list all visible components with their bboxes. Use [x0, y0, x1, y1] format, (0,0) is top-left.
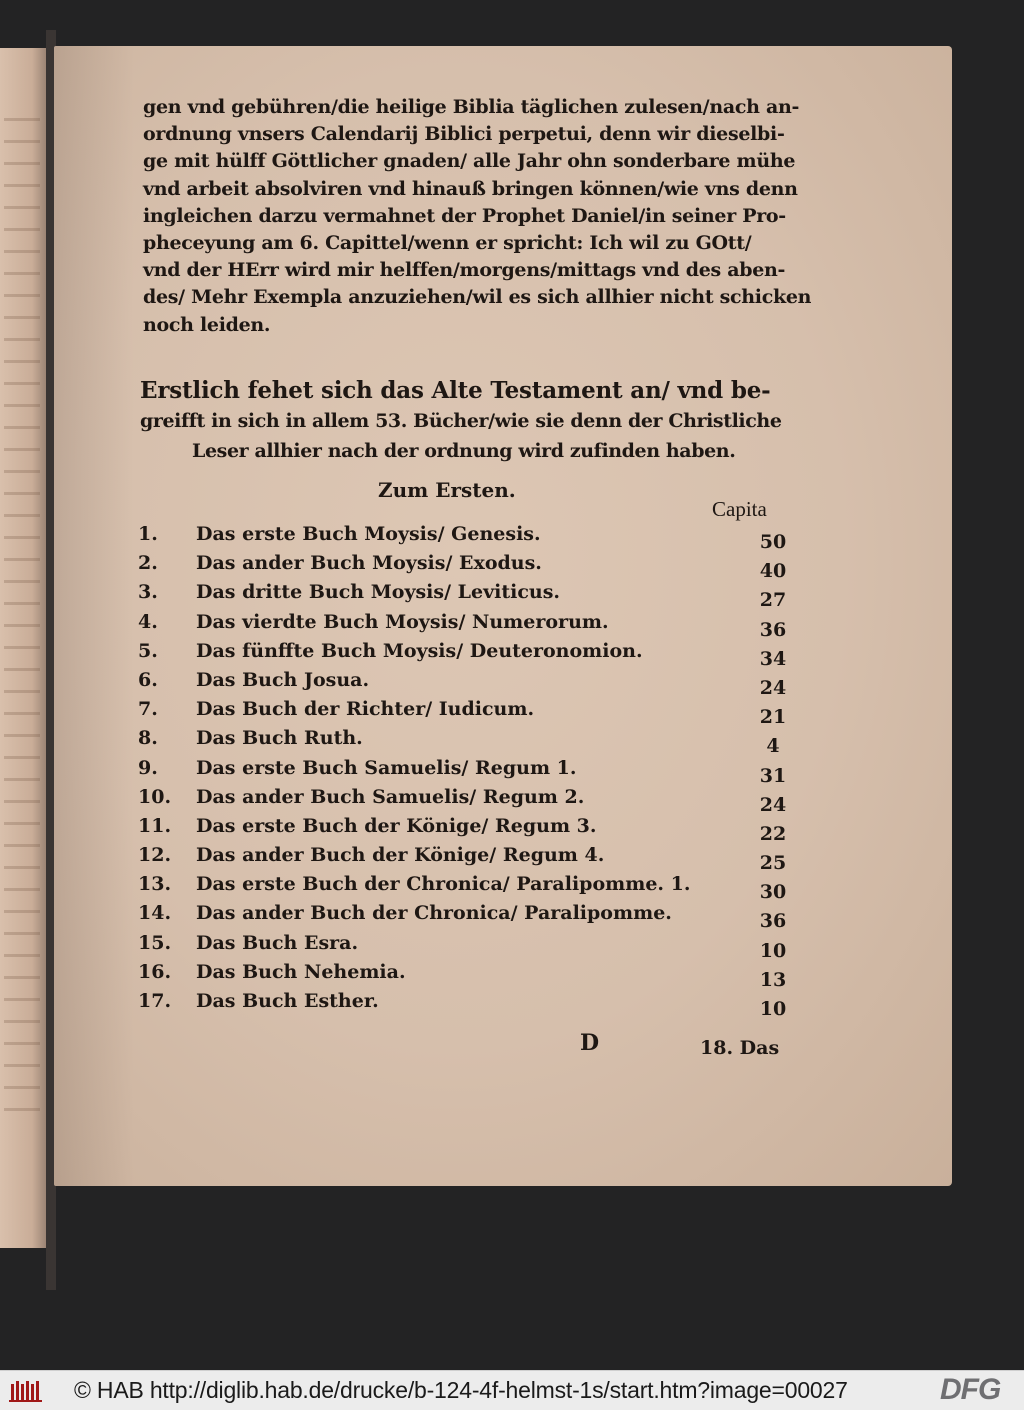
heading-line-3: Leser allhier nach der ordnung wird zufinden haben.	[192, 440, 736, 462]
chapter-count: 31	[759, 764, 787, 787]
book-entry	[138, 988, 798, 1020]
book-entry	[138, 930, 798, 962]
book-entry	[138, 667, 798, 699]
book-number: 13.	[138, 873, 172, 896]
book-title: Das Buch Ruth.	[196, 727, 363, 750]
book-title: Das vierdte Buch Moysis/ Numerorum.	[196, 610, 609, 633]
chapter-count: 30	[759, 881, 787, 904]
book-entry	[138, 900, 798, 933]
chapter-count: 13	[759, 968, 787, 991]
section-heading	[140, 376, 790, 466]
book-number: 1.	[138, 523, 158, 545]
book-number: 7.	[138, 698, 158, 721]
book-number: 11.	[138, 814, 172, 837]
book-number: 6.	[138, 668, 158, 691]
book-number: 5.	[138, 639, 158, 662]
footer-bar	[0, 1370, 1024, 1410]
copyright-url: © HAB http://diglib.hab.de/drucke/b-124-4f-helmst-1s/start.htm?image=00027	[74, 1377, 848, 1403]
catchword: 18. Das	[700, 1037, 780, 1059]
book-title: Das ander Buch Moysis/ Exodus.	[196, 552, 542, 575]
heading-line-2: greifft in sich in allem 53. Bücher/wie sie denn der Christliche	[140, 410, 782, 432]
chapter-count: 24	[759, 793, 787, 816]
book-entry	[138, 842, 798, 875]
paragraph-line: des/ Mehr Exempla anzuziehen/wil es sich allhier nicht schicken	[143, 286, 812, 309]
paragraph-line: ingleichen darzu vermahnet der Prophet Daniel/in seiner Pro-	[143, 204, 786, 227]
chapter-count: 36	[759, 910, 787, 933]
book-number: 2.	[138, 552, 158, 575]
chapter-count: 24	[759, 676, 787, 699]
hab-logo-icon	[8, 1379, 46, 1403]
chapter-count: 4	[766, 735, 780, 758]
book-entry	[138, 871, 798, 904]
paragraph-line: ge mit hülff Göttlicher gnaden/ alle Jahr ohn sonderbare mühe	[143, 150, 796, 173]
book-number: 9.	[138, 756, 158, 779]
paragraph-line: pheceyung am 6. Capittel/wenn er spricht: Ich wil zu GOtt/	[143, 232, 752, 255]
body-paragraph	[143, 94, 812, 339]
capita-column-header: Capita	[712, 497, 767, 521]
book-title: Das Buch der Richter/ Iudicum.	[196, 698, 535, 721]
book-entry	[138, 813, 798, 845]
book-number: 12.	[138, 844, 172, 867]
book-entry	[138, 550, 798, 583]
chapter-count: 40	[759, 560, 787, 583]
book-title: Das fünffte Buch Moysis/ Deuteronomion.	[196, 639, 643, 662]
book-entry	[138, 579, 798, 612]
book-title: Das dritte Buch Moysis/ Leviticus.	[196, 581, 561, 604]
chapter-count: 27	[759, 589, 787, 612]
chapter-count: 22	[759, 822, 787, 845]
book-entry	[138, 696, 798, 729]
book-number: 8.	[138, 727, 158, 750]
book-number: 3.	[138, 581, 158, 604]
chapter-count: 10	[759, 939, 787, 962]
book-title: Das Buch Josua.	[196, 668, 370, 691]
heading-line-1: Erstlich fehet sich das Alte Testament an/ vnd be-	[140, 377, 771, 404]
book-entry	[138, 959, 798, 991]
chapter-count: 50	[759, 531, 787, 553]
book-number: 17.	[138, 990, 172, 1012]
book-entry	[138, 784, 798, 816]
book-number: 15.	[138, 931, 172, 954]
book-number: 16.	[138, 960, 172, 983]
book-title: Das erste Buch Samuelis/ Regum 1.	[196, 756, 577, 779]
book-number: 10.	[138, 785, 172, 808]
book-title: Das erste Buch der Könige/ Regum 3.	[196, 814, 597, 837]
paragraph-line: noch leiden.	[143, 313, 271, 336]
book-number: 4.	[138, 610, 158, 633]
book-list	[138, 521, 798, 1020]
book-title: Das Buch Esther.	[196, 990, 379, 1012]
paragraph-line: vnd der HErr wird mir helffen/morgens/mittags vnd des aben-	[143, 259, 786, 282]
facing-page-edge	[0, 48, 46, 1248]
book-entry	[138, 638, 798, 670]
book-entry	[138, 521, 798, 553]
book-title: Das ander Buch der Könige/ Regum 4.	[196, 844, 605, 867]
paragraph-line: gen vnd gebühren/die heilige Biblia täglichen zulesen/nach an-	[143, 96, 800, 118]
book-title: Das Buch Esra.	[196, 931, 359, 954]
chapter-count: 10	[759, 998, 787, 1020]
dfg-logo: DFG	[940, 1373, 1001, 1406]
chapter-count: 36	[759, 618, 787, 641]
section-title: Zum Ersten.	[378, 478, 516, 502]
book-title: Das Buch Nehemia.	[196, 960, 406, 983]
chapter-count: 25	[759, 852, 787, 875]
book-title: Das erste Buch der Chronica/ Paralipomme. 1.	[196, 873, 691, 896]
book-title: Das erste Buch Moysis/ Genesis.	[196, 523, 541, 545]
signature-mark: D	[580, 1030, 600, 1056]
book-number: 14.	[138, 902, 172, 925]
book-entry	[138, 725, 798, 758]
chapter-count: 21	[759, 706, 787, 729]
paragraph-line: vnd arbeit absolviren vnd hinauß bringen können/wie vns denn	[143, 177, 798, 200]
book-title: Das ander Buch der Chronica/ Paralipomme.	[196, 902, 672, 925]
book-entry	[138, 755, 798, 787]
chapter-count: 34	[759, 647, 787, 670]
book-entry	[138, 609, 798, 641]
paragraph-line: ordnung vnsers Calendarij Biblici perpetui, denn wir dieselbi-	[143, 123, 785, 146]
book-title: Das ander Buch Samuelis/ Regum 2.	[196, 785, 585, 808]
